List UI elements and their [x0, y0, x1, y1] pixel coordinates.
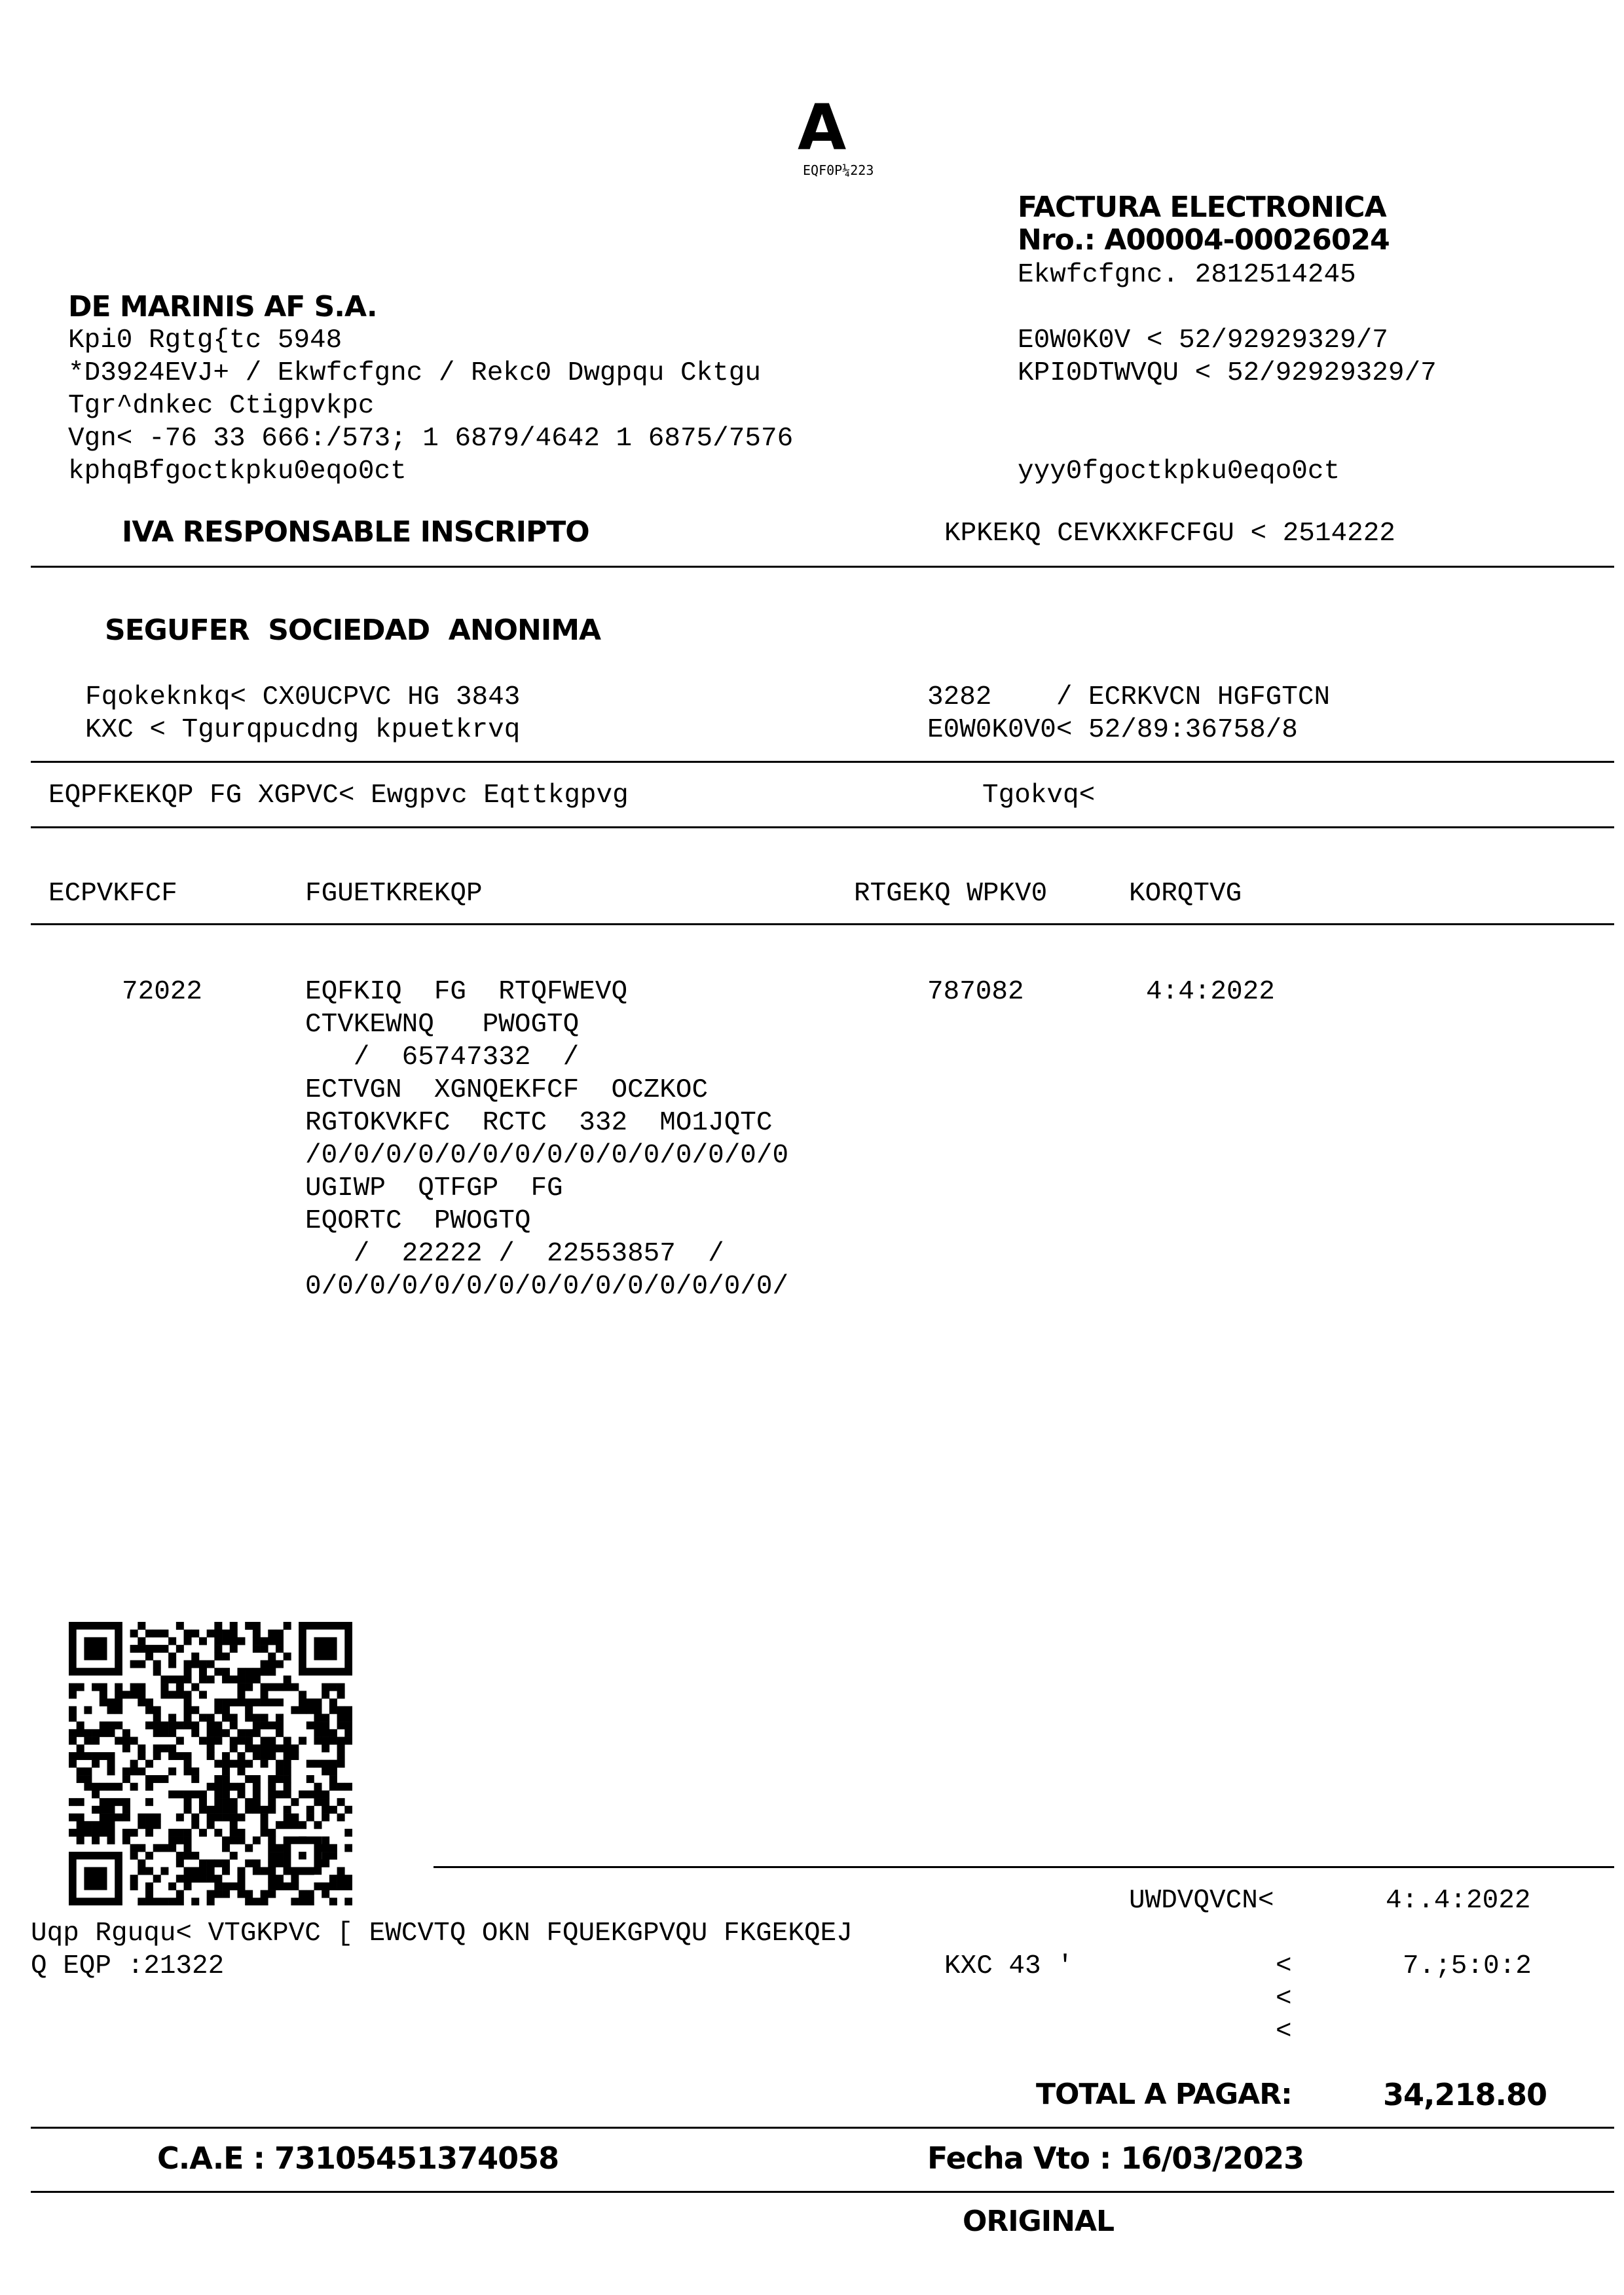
tax-condition: IVA RESPONSABLE INSCRIPTO	[122, 515, 589, 549]
divider-conditions	[31, 826, 1614, 828]
description-line: 0/0/0/0/0/0/0/0/0/0/0/0/0/0/0/	[305, 1272, 789, 1302]
issuer-address: Kpi0 Rgtg{tc 5948	[68, 325, 342, 356]
description-line: EQFKIQ FG RTQFWEVQ	[305, 977, 628, 1007]
item-quantity: 72022	[122, 977, 203, 1007]
issuer-email: kphqBfgoctkpku0eqo0ct	[68, 456, 407, 487]
invoice-letter: A	[798, 91, 847, 164]
due-date: Fecha Vto : 16/03/2023	[927, 2140, 1304, 2176]
iva-value: 7.;5:0:2	[1403, 1951, 1532, 1981]
client-address: Fqokeknkq< CX0UCPVC HG 3843	[85, 682, 521, 712]
subtotal-value: 4:.4:2022	[1386, 1886, 1531, 1916]
client-city: 3282 / ECRKVCN HGFGTCN	[927, 682, 1331, 712]
tax-colon: <	[1276, 2017, 1292, 2047]
issuer-name: DE MARINIS AF S.A.	[68, 290, 377, 323]
divider-client	[31, 761, 1614, 763]
description-line: /0/0/0/0/0/0/0/0/0/0/0/0/0/0/0	[305, 1141, 789, 1171]
header-unit-price: RTGEKQ WPKV0	[854, 879, 1048, 909]
document-phone: Ekwfcfgnc. 2812514245	[1018, 260, 1356, 290]
description-line: / 22222 / 22553857 /	[305, 1239, 724, 1269]
header-quantity: ECPVKFCF	[48, 879, 177, 909]
iva-colon: <	[1276, 1951, 1292, 1981]
description-line: / 65747332 /	[305, 1042, 580, 1073]
divider-footer-top	[31, 2127, 1614, 2129]
issuer-phone: Vgn< -76 33 666:/573; 1 6879/4642 1 6875/7576	[68, 424, 794, 454]
qr-code-icon	[69, 1622, 352, 1905]
description-line: CTVKEWNQ PWOGTQ	[305, 1010, 580, 1040]
item-amount: 4:4:2022	[1146, 977, 1275, 1007]
cae: C.A.E : 73105451374058	[157, 2140, 559, 2176]
divider-footer-bottom	[31, 2191, 1614, 2193]
gross-income: KPKEKQ CEVKXKFCFGU < 2514222	[944, 519, 1395, 549]
total-label: TOTAL A PAGAR:	[1036, 2078, 1292, 2111]
invoice-letter-code: EQF0P¼223	[803, 162, 874, 178]
issuer-postal: *D3924EVJ+ / Ekwfcfgnc / Rekc0 Dwgpqu Cktgu	[68, 358, 761, 388]
description-line: ECTVGN XGNQEKFCF OCZKOC	[305, 1075, 709, 1105]
document-start-activity: KPI0DTWVQU < 52/92929329/7	[1018, 358, 1437, 388]
subtotal-label: UWDVQVCN<	[1129, 1886, 1274, 1916]
total-value: 34,218.80	[1383, 2077, 1547, 2112]
divider-header	[31, 566, 1614, 568]
document-number: Nro.: A00004-00026024	[1018, 223, 1390, 257]
client-name: SEGUFER SOCIEDAD ANONIMA	[105, 614, 601, 647]
iva-label: KXC 43 '	[944, 1951, 1073, 1981]
copy-type: ORIGINAL	[963, 2205, 1115, 2238]
document-title: FACTURA ELECTRONICA	[1018, 191, 1386, 224]
divider-totals	[434, 1866, 1614, 1868]
sale-conditions: EQPFKEKQP FG XGPVC< Ewgpvc Eqttkgpvg	[48, 780, 629, 811]
client-tax: KXC < Tgurqpucdng kpuetkrvq	[85, 715, 521, 745]
description-line: EQORTC PWOGTQ	[305, 1206, 531, 1236]
amount-in-words-cont: Q EQP :21322	[31, 1951, 225, 1981]
document-cuit: E0W0K0V < 52/92929329/7	[1018, 325, 1388, 356]
remito: Tgokvq<	[982, 780, 1096, 811]
divider-table-header	[31, 923, 1614, 925]
tax-colon: <	[1276, 1984, 1292, 2014]
item-unit-price: 787082	[927, 977, 1024, 1007]
header-description: FGUETKREKQP	[305, 879, 483, 909]
item-description	[305, 976, 788, 1303]
header-amount: KORQTVG	[1129, 879, 1242, 909]
amount-in-words: Uqp Rguqu< VTGKPVC [ EWCVTQ OKN FQUEKGPVQU FKGEKQEJ	[31, 1919, 853, 1949]
description-line: RGTOKVKFC RCTC 332 MO1JQTC	[305, 1108, 773, 1138]
client-cuit: E0W0K0V0< 52/89:36758/8	[927, 715, 1298, 745]
document-website: yyy0fgoctkpku0eqo0ct	[1018, 456, 1340, 487]
description-line: UGIWP QTFGP FG	[305, 1173, 563, 1203]
issuer-country: Tgr^dnkec Ctigpvkpc	[68, 391, 375, 421]
